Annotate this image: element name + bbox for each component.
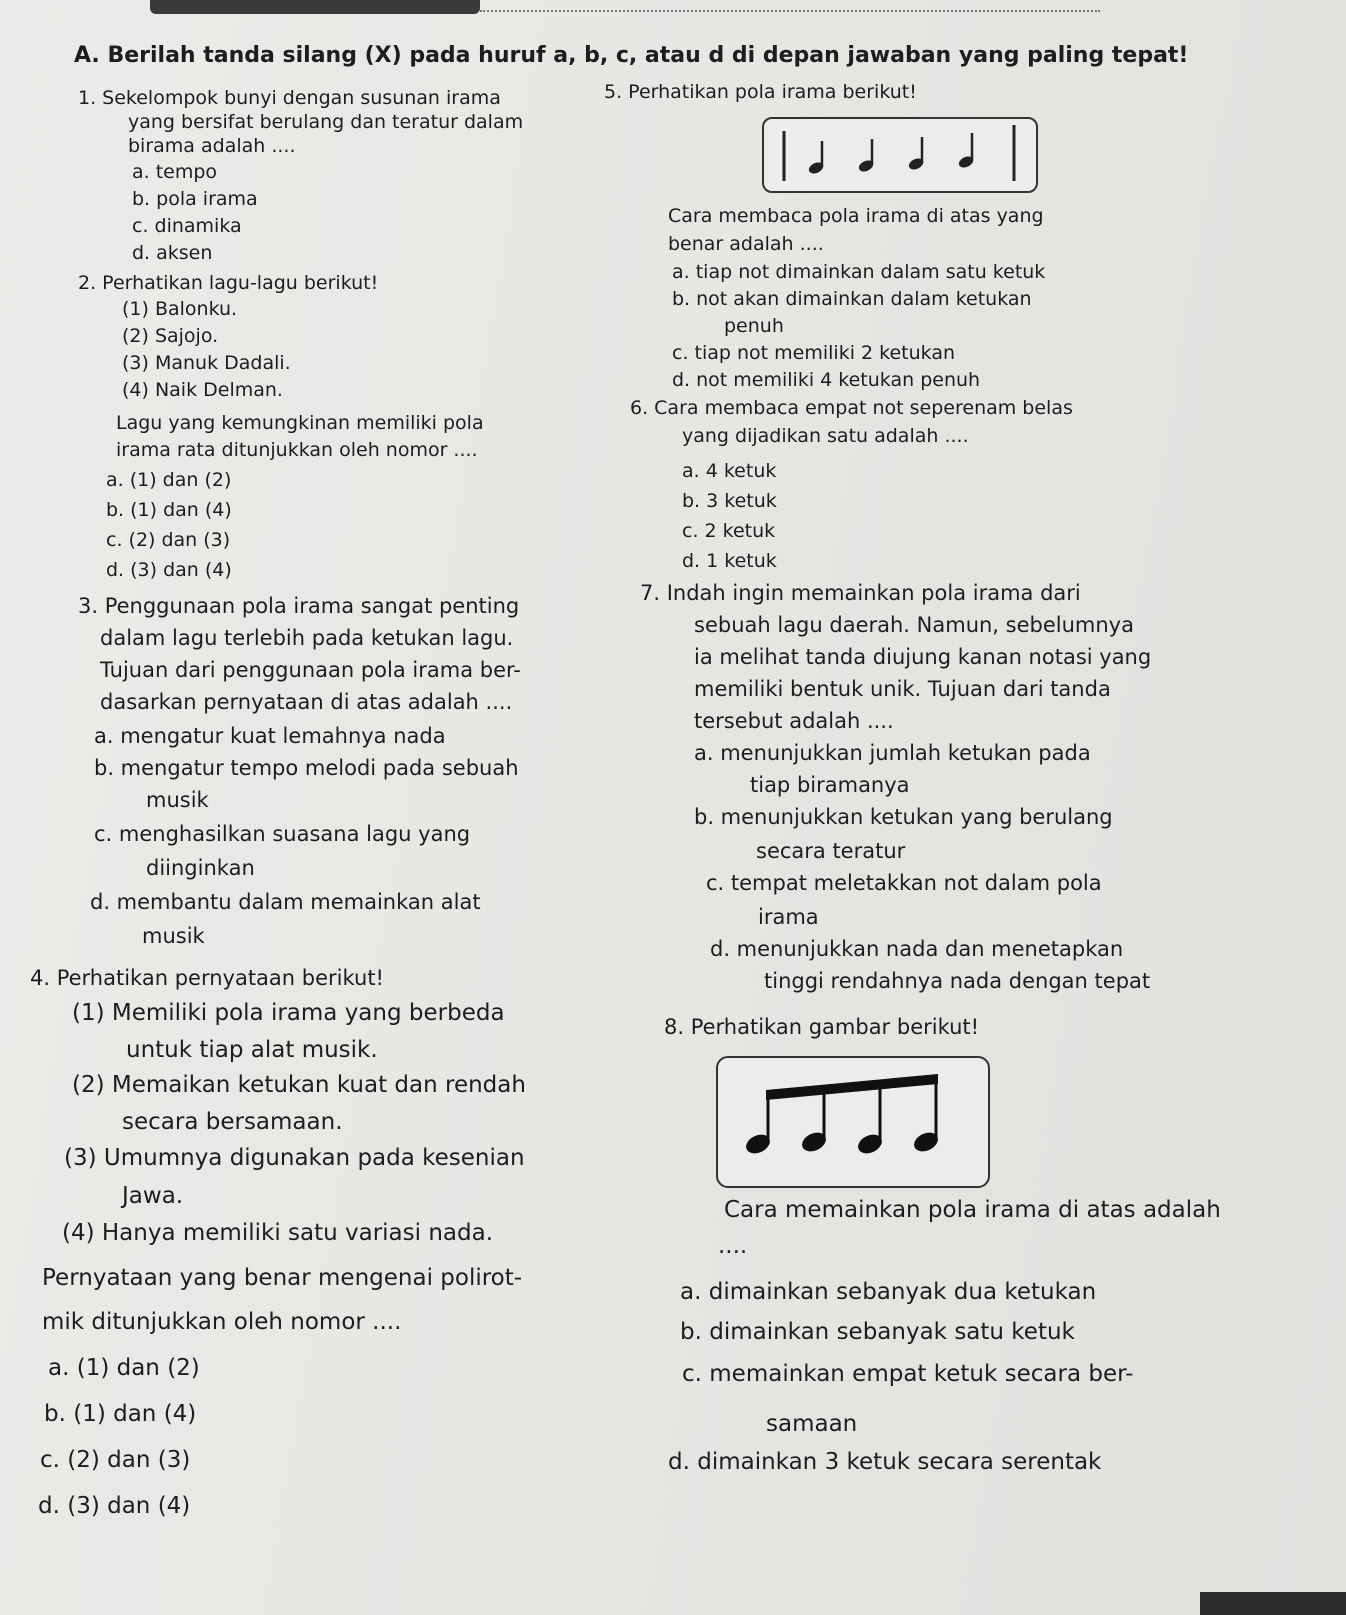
q6-option-b[interactable]: b. 3 ketuk <box>682 490 777 512</box>
q2-option-a[interactable]: a. (1) dan (2) <box>106 469 232 491</box>
q4-option-d[interactable]: d. (3) dan (4) <box>38 1493 191 1519</box>
q6-stem: yang dijadikan satu adalah .... <box>682 425 969 447</box>
q6-stem: 6. Cara membaca empat not seperenam belas <box>630 397 1073 419</box>
q3-stem: dalam lagu terlebih pada ketukan lagu. <box>100 626 514 650</box>
q5-stem: benar adalah .... <box>668 233 824 255</box>
q2-option-b[interactable]: b. (1) dan (4) <box>106 499 232 521</box>
q3-option-d-cont: musik <box>142 924 205 948</box>
q2-song-1: (1) Balonku. <box>122 298 238 320</box>
section-title: A. Berilah tanda silang (X) pada huruf a, b, c, atau d di depan jawaban yang paling tepat! <box>74 43 1189 68</box>
header-rule <box>480 10 1100 12</box>
q7-stem: memiliki bentuk unik. Tujuan dari tanda <box>694 677 1111 701</box>
q3-option-d[interactable]: d. membantu dalam memainkan alat <box>90 890 481 914</box>
q1-option-a[interactable]: a. tempo <box>132 161 218 183</box>
q7-stem: sebuah lagu daerah. Namun, sebelumnya <box>694 613 1134 637</box>
q2-stem: Lagu yang kemungkinan memiliki pola <box>116 412 484 434</box>
q4-statement-3-cont: Jawa. <box>122 1183 184 1209</box>
q1-stem: yang bersifat berulang dan teratur dalam <box>128 111 524 133</box>
header-banner <box>150 0 480 14</box>
q8-option-a[interactable]: a. dimainkan sebanyak dua ketukan <box>680 1279 1097 1305</box>
q3-option-a[interactable]: a. mengatur kuat lemahnya nada <box>94 724 446 748</box>
q5-stem: 5. Perhatikan pola irama berikut! <box>604 81 917 103</box>
q8-option-d[interactable]: d. dimainkan 3 ketuk secara serentak <box>668 1449 1102 1475</box>
q2-stem: irama rata ditunjukkan oleh nomor .... <box>116 439 478 461</box>
q8-option-b[interactable]: b. dimainkan sebanyak satu ketuk <box>680 1319 1075 1345</box>
q5-option-b[interactable]: b. not akan dimainkan dalam ketukan <box>672 288 1032 310</box>
q8-option-c-cont: samaan <box>766 1411 858 1437</box>
q1-option-b[interactable]: b. pola irama <box>132 188 258 210</box>
q2-option-d[interactable]: d. (3) dan (4) <box>106 559 232 581</box>
q2-song-4: (4) Naik Delman. <box>122 379 283 401</box>
q6-option-c[interactable]: c. 2 ketuk <box>682 520 776 542</box>
sixteenth-notes-icon <box>718 1058 988 1186</box>
q7-stem: ia melihat tanda diujung kanan notasi yang <box>694 645 1152 669</box>
q7-option-b[interactable]: b. menunjukkan ketukan yang berulang <box>694 805 1113 829</box>
q4-stem: Pernyataan yang benar mengenai polirot- <box>42 1265 523 1291</box>
q7-option-c-cont: irama <box>758 905 819 929</box>
q7-option-c[interactable]: c. tempat meletakkan not dalam pola <box>706 871 1102 895</box>
q1-stem: birama adalah .... <box>128 135 296 157</box>
q3-option-b[interactable]: b. mengatur tempo melodi pada sebuah <box>94 756 519 780</box>
q3-option-b-cont: musik <box>146 788 209 812</box>
q2-song-2: (2) Sajojo. <box>122 325 219 347</box>
q8-option-c[interactable]: c. memainkan empat ketuk secara ber- <box>682 1361 1134 1387</box>
q8-stem: Cara memainkan pola irama di atas adalah <box>724 1197 1221 1223</box>
q4-statement-1-cont: untuk tiap alat musik. <box>126 1037 378 1063</box>
q4-option-a[interactable]: a. (1) dan (2) <box>48 1355 200 1381</box>
quarter-notes-icon <box>764 119 1036 191</box>
q4-statement-4: (4) Hanya memiliki satu variasi nada. <box>62 1220 494 1246</box>
q3-stem: 3. Penggunaan pola irama sangat penting <box>78 594 520 618</box>
q3-option-c-cont: diinginkan <box>146 856 255 880</box>
q3-option-c[interactable]: c. menghasilkan suasana lagu yang <box>94 822 471 846</box>
q4-statement-1: (1) Memiliki pola irama yang berbeda <box>72 1000 505 1026</box>
q8-stem: .... <box>718 1233 748 1259</box>
q1-stem: 1. Sekelompok bunyi dengan susunan irama <box>78 87 501 109</box>
q3-stem: dasarkan pernyataan di atas adalah .... <box>100 690 513 714</box>
q3-stem: Tujuan dari penggunaan pola irama ber- <box>100 658 521 682</box>
q7-option-a-cont: tiap biramanya <box>750 773 910 797</box>
q7-stem: 7. Indah ingin memainkan pola irama dari <box>640 581 1081 605</box>
q5-stem: Cara membaca pola irama di atas yang <box>668 205 1044 227</box>
q4-statement-3: (3) Umumnya digunakan pada kesenian <box>64 1145 525 1171</box>
q7-option-d[interactable]: d. menunjukkan nada dan menetapkan <box>710 937 1124 961</box>
q8-stem: 8. Perhatikan gambar berikut! <box>664 1015 980 1039</box>
q7-stem: tersebut adalah .... <box>694 709 894 733</box>
page-corner-shadow <box>1200 1592 1346 1615</box>
q4-option-b[interactable]: b. (1) dan (4) <box>44 1401 197 1427</box>
q1-option-c[interactable]: c. dinamika <box>132 215 242 237</box>
q4-statement-2: (2) Memaikan ketukan kuat dan rendah <box>72 1072 526 1098</box>
q6-option-a[interactable]: a. 4 ketuk <box>682 460 777 482</box>
q7-option-b-cont: secara teratur <box>756 839 906 863</box>
q2-option-c[interactable]: c. (2) dan (3) <box>106 529 231 551</box>
q5-option-a[interactable]: a. tiap not dimainkan dalam satu ketuk <box>672 261 1046 283</box>
q2-song-3: (3) Manuk Dadali. <box>122 352 291 374</box>
q4-stem: mik ditunjukkan oleh nomor .... <box>42 1309 402 1335</box>
q2-stem: 2. Perhatikan lagu-lagu berikut! <box>78 272 379 294</box>
q5-option-b-cont: penuh <box>724 315 784 337</box>
q5-option-c[interactable]: c. tiap not memiliki 2 ketukan <box>672 342 956 364</box>
q7-option-a[interactable]: a. menunjukkan jumlah ketukan pada <box>694 741 1091 765</box>
q8-rhythm-box <box>716 1056 990 1188</box>
q6-option-d[interactable]: d. 1 ketuk <box>682 550 777 572</box>
q4-stem: 4. Perhatikan pernyataan berikut! <box>30 966 384 990</box>
q4-statement-2-cont: secara bersamaan. <box>122 1109 343 1135</box>
q5-rhythm-box <box>762 117 1038 193</box>
q4-option-c[interactable]: c. (2) dan (3) <box>40 1447 191 1473</box>
q1-option-d[interactable]: d. aksen <box>132 242 213 264</box>
q5-option-d[interactable]: d. not memiliki 4 ketukan penuh <box>672 369 981 391</box>
q7-option-d-cont: tinggi rendahnya nada dengan tepat <box>764 969 1151 993</box>
